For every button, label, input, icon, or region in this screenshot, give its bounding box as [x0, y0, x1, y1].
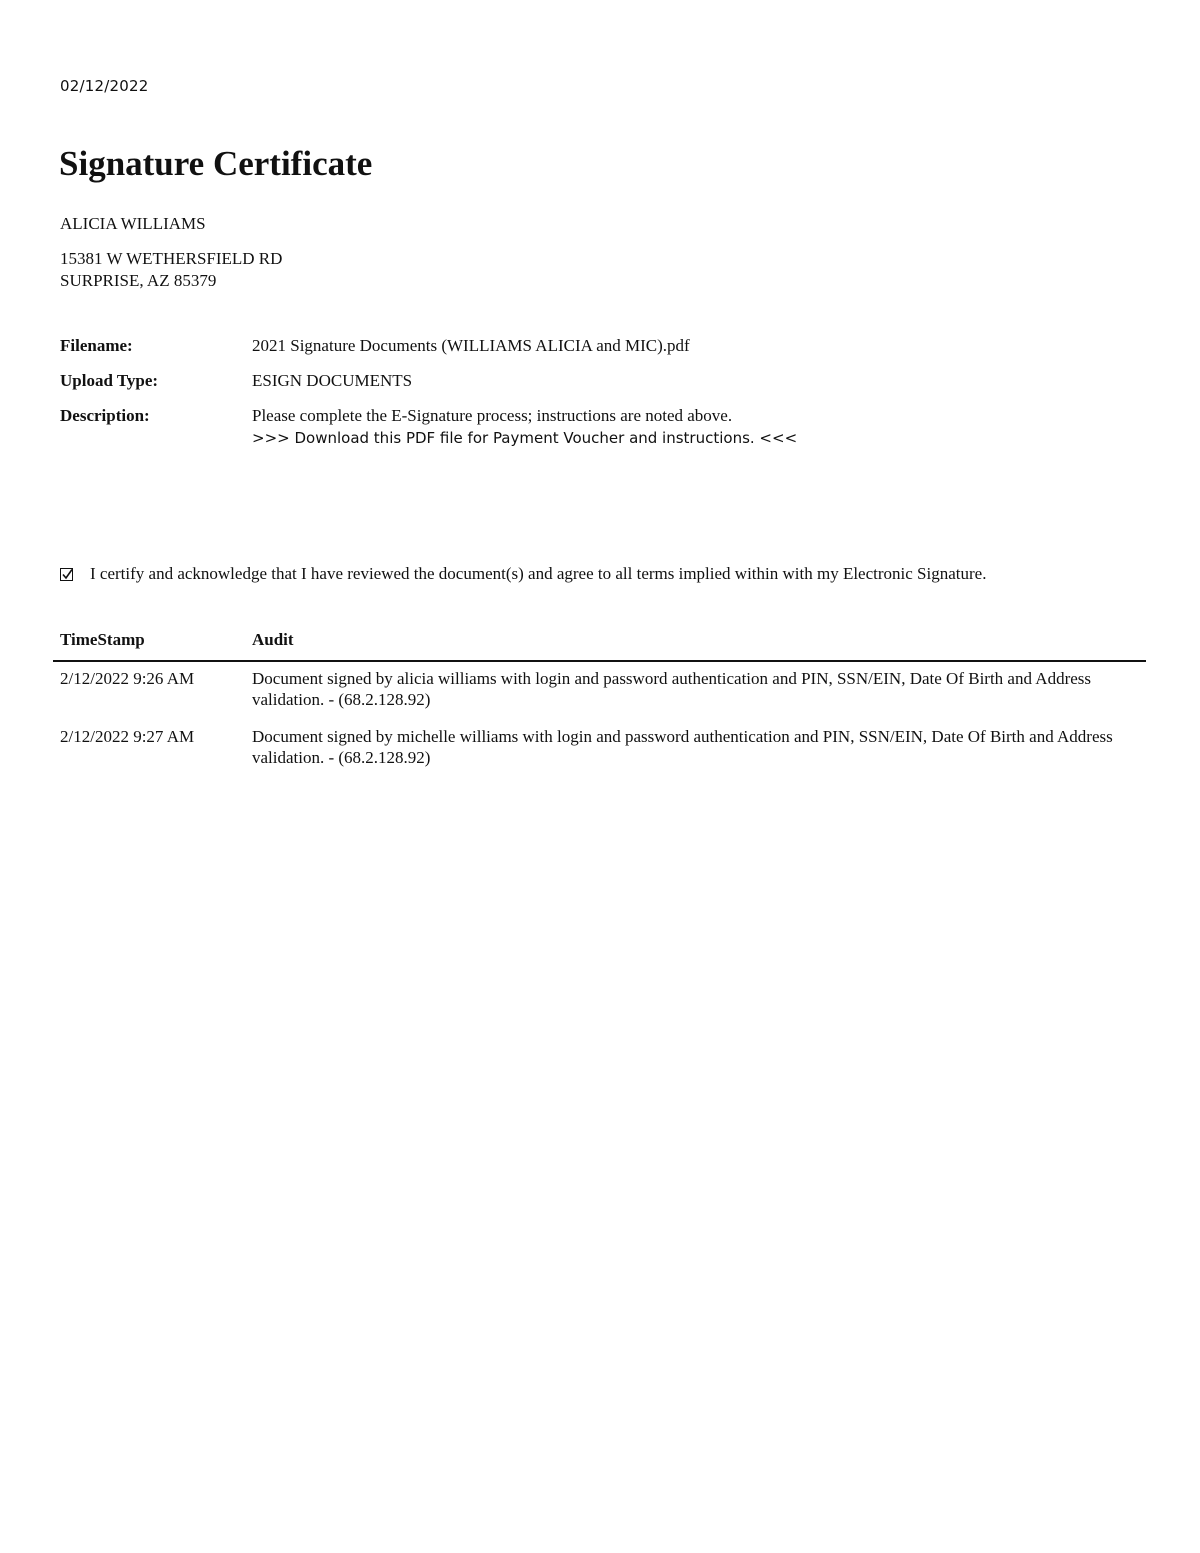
description-line-1: Please complete the E-Signature process; instructions are noted above. [252, 406, 733, 425]
row-audit: Document signed by alicia williams with login and password authentication and PIN, SSN/EIN, Date Of Birth and Address validation. - (68.2.128.92) [252, 669, 1092, 709]
row-audit: Document signed by michelle williams with login and password authentication and PIN, SSN/EIN, Date Of Birth and Address validation. - (68.2.128.92) [252, 727, 1113, 767]
upload-type-value: ESIGN DOCUMENTS [252, 371, 413, 390]
filename-label: Filename: [60, 336, 133, 355]
description-label: Description: [60, 406, 150, 425]
certify-checkbox[interactable] [60, 568, 73, 581]
description-line-2: >>> Download this PDF file for Payment Voucher and instructions. <<< [252, 429, 798, 447]
address-line-2: SURPRISE, AZ 85379 [60, 271, 217, 290]
checkmark-icon [60, 567, 75, 582]
page-title: Signature Certificate [59, 144, 373, 183]
audit-table-header [53, 629, 1146, 661]
upload-type-label: Upload Type: [60, 371, 159, 390]
column-header-audit: Audit [245, 629, 1146, 661]
address-line-1: 15381 W WETHERSFIELD RD [60, 249, 283, 268]
recipient-address [60, 248, 282, 292]
description-value [252, 405, 797, 449]
table-row [53, 661, 1146, 718]
filename-value: 2021 Signature Documents (WILLIAMS ALICIA and MIC).pdf [252, 336, 690, 355]
audit-table [53, 629, 1146, 768]
column-header-timestamp: TimeStamp [53, 629, 245, 661]
document-date: 02/12/2022 [60, 77, 149, 95]
certification-text: I certify and acknowledge that I have reviewed the document(s) and agree to all terms implied within with my Electronic Signature. [90, 564, 987, 583]
row-timestamp: 2/12/2022 9:27 AM [60, 727, 195, 746]
certification-statement [60, 563, 986, 585]
table-row [53, 718, 1146, 768]
recipient-name: ALICIA WILLIAMS [60, 214, 206, 233]
row-timestamp: 2/12/2022 9:26 AM [60, 669, 195, 688]
